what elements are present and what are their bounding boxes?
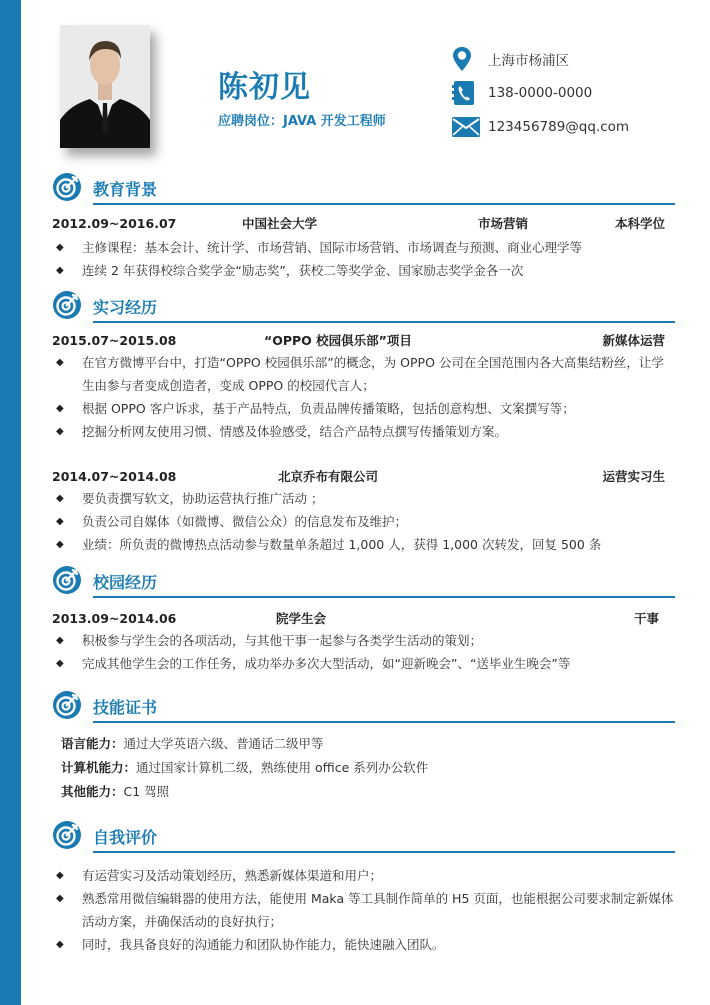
section-title: 自我评价: [93, 828, 158, 847]
job-position: 应聘岗位：JAVA 开发工程师: [218, 114, 386, 129]
campus-org: 院学生会: [276, 611, 327, 626]
section-header: [52, 172, 675, 208]
education-major: 市场营销: [478, 216, 529, 231]
section-divider: [93, 721, 675, 723]
list-item: ◆ 要负责撰写软文，协助运营执行推广活动 ；: [52, 487, 675, 510]
education-school: 中国社会大学: [242, 216, 318, 231]
candidate-name: 陈初见: [218, 70, 311, 105]
internship-period: 2015.07~2015.08: [52, 332, 177, 348]
section-divider: [93, 321, 675, 323]
skills-list: [52, 732, 675, 804]
internship-bullets: [52, 351, 675, 443]
section-divider: [93, 596, 675, 598]
internship-role: 运营实习生: [602, 469, 665, 484]
section-skills: [52, 690, 675, 804]
list-item: ◆ 完成其他学生会的工作任务，成功举办多次大型活动，如“迎新晚会”、“送毕业生晚会”等: [52, 652, 675, 675]
section-header: [52, 690, 675, 726]
skill-item: [52, 732, 675, 756]
education-period: 2012.09~2016.07: [52, 215, 177, 231]
target-icon: [52, 690, 82, 720]
section-campus: [52, 565, 675, 675]
section-header: [52, 565, 675, 601]
education-row: [52, 212, 675, 234]
campus-bullets: [52, 629, 675, 675]
section-title: 校园经历: [93, 573, 158, 592]
list-item: ◆ 积极参与学生会的各项活动，与其他干事一起参与各类学生活动的策划；: [52, 629, 675, 652]
location-pin-icon: [452, 46, 482, 72]
envelope-icon: [452, 114, 482, 140]
list-item: ◆ 挖掘分析网友使用习惯、情感及体验感受，结合产品特点撰写传播策划方案。: [52, 420, 675, 443]
list-item: ◆ 主修课程：基本会计、统计学、市场营销、国际市场营销、市场调查与预测、商业心理学等: [52, 236, 675, 259]
target-icon: [52, 820, 82, 850]
internship-row: [52, 465, 675, 487]
skill-value: C1 驾照: [123, 784, 170, 799]
list-item: ◆ 连续 2 年获得校综合奖学金“励志奖”，获校二等奖学金、国家励志奖学金各一次: [52, 259, 675, 282]
section-divider: [93, 851, 675, 853]
section-header: [52, 290, 675, 326]
contact-address: [452, 42, 629, 76]
section-divider: [93, 203, 675, 205]
section-internship: [52, 290, 675, 556]
contact-phone: [452, 76, 629, 110]
list-item: ◆ 根据 OPPO 客户诉求，基于产品特点，负责品牌传播策略，包括创意构想、文案撰写等；: [52, 397, 675, 420]
skill-label: 语言能力：: [61, 736, 124, 751]
section-self-evaluation: [52, 820, 675, 956]
skill-item: [52, 780, 675, 804]
internship-role: 新媒体运营: [602, 333, 665, 348]
skill-label: 其他能力：: [61, 784, 124, 799]
education-degree: 本科学位: [614, 216, 665, 231]
section-title: 教育背景: [93, 180, 158, 199]
skill-value: 通过国家计算机二级，熟练使用 office 系列办公软件: [136, 760, 429, 775]
portrait-photo: [60, 25, 150, 148]
phone-icon: [452, 80, 482, 106]
list-item: ◆ 业绩：所负责的微博热点活动参与数量单条超过 1,000 人，获得 1,000 次转发，回复 500 条: [52, 533, 675, 556]
skill-item: [52, 756, 675, 780]
campus-period: 2013.09~2014.06: [52, 610, 177, 626]
contact-info: [452, 42, 629, 144]
internship-period: 2014.07~2014.08: [52, 468, 177, 484]
internship-row: [52, 329, 675, 351]
skill-value: 通过大学英语六级、普通话二级甲等: [123, 736, 324, 751]
list-item: ◆ 负责公司自媒体（如微博、微信公众）的信息发布及维护；: [52, 510, 675, 533]
list-item: ◆ 熟悉常用微信编辑器的使用方法，能使用 Maka 等工具制作简单的 H5 页面，也能根据公司要求制定新媒体活动方案，并确保活动的良好执行；: [52, 887, 675, 933]
contact-email: [452, 110, 629, 144]
campus-row: [52, 607, 675, 629]
self-eval-bullets: [52, 864, 675, 956]
target-icon: [52, 172, 82, 202]
target-icon: [52, 565, 82, 595]
education-bullets: [52, 236, 675, 282]
section-header: [52, 820, 675, 856]
skill-label: 计算机能力：: [61, 760, 137, 775]
internship-bullets: [52, 487, 675, 556]
email-text: 123456789@qq.com: [488, 119, 630, 135]
left-accent-bar: [0, 0, 21, 1005]
phone-text: 138-0000-0000: [488, 85, 593, 101]
avatar-photo: [60, 25, 150, 148]
target-icon: [52, 290, 82, 320]
list-item: ◆ 在官方微博平台中，打造“OPPO 校园俱乐部”的概念，为 OPPO 公司在全国范围内各大高集结粉丝，让学生由参与者变成创造者，变成 OPPO 的校园代言人；: [52, 351, 675, 397]
address-text: 上海市杨浦区: [488, 53, 569, 69]
list-item: ◆ 有运营实习及活动策划经历，熟悉新媒体渠道和用户；: [52, 864, 675, 887]
section-education: [52, 172, 675, 282]
internship-org: 北京乔布有限公司: [278, 469, 379, 484]
section-title: 技能证书: [93, 698, 158, 717]
list-item: ◆ 同时，我具备良好的沟通能力和团队协作能力，能快速融入团队。: [52, 933, 675, 956]
section-title: 实习经历: [93, 298, 158, 317]
campus-role: 干事: [633, 611, 659, 626]
internship-org: “OPPO 校园俱乐部”项目: [264, 333, 412, 348]
